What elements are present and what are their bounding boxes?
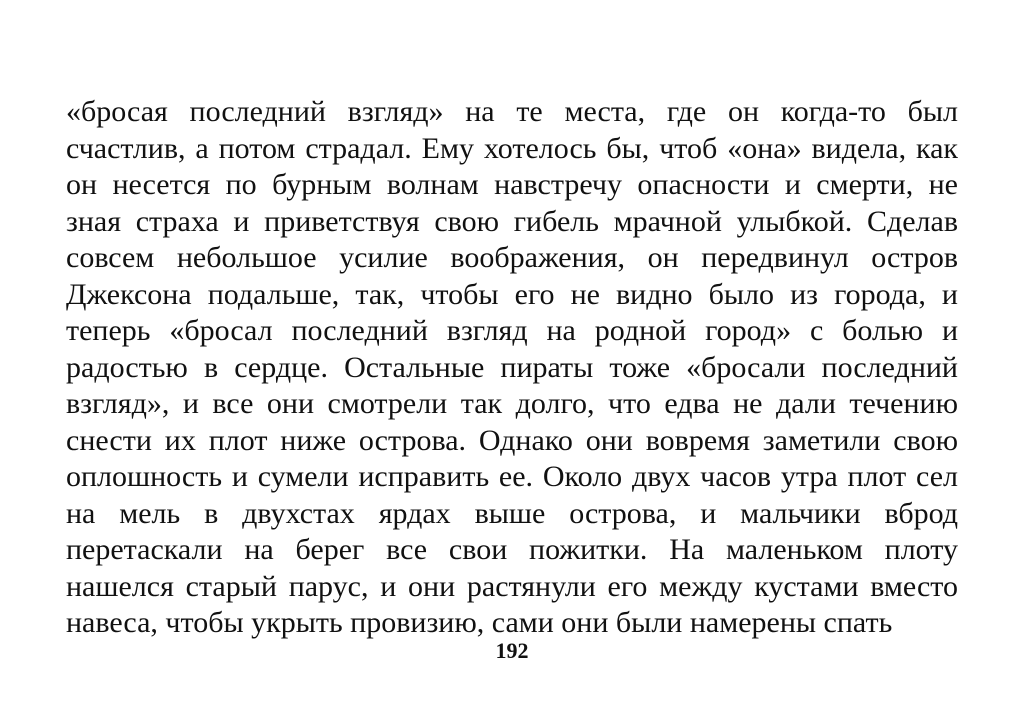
text-line: Джексона подальше, так, чтобы его не видно было из города, и <box>66 277 958 311</box>
text-line: радостью в сердце. Остальные пираты тоже «бросали последний <box>66 350 958 384</box>
text-line: перетаскали на берег все свои пожитки. На маленьком плоту <box>66 533 958 566</box>
text-line: совсем небольшое усилие воображения, он передвинул остров <box>66 241 958 274</box>
text-line: теперь «бросал последний взгляд на родной город» с болью и <box>66 314 958 347</box>
text-line: счастлив, а потом страдал. Ему хотелось бы, чтоб «она» видела, как <box>66 131 958 165</box>
text-line: навеса, чтобы укрыть провизию, сами они были намерены спать <box>66 606 893 639</box>
text-line: «бросая последний взгляд» на те места, где он когда-то был <box>66 95 958 128</box>
text-line: снести их плот ниже острова. Однако они вовремя заметили свою <box>66 423 958 457</box>
text-line: нашелся старый парус, и они растянули его между кустами вместо <box>66 569 958 603</box>
text-line: оплошность и сумели исправить ее. Около двух часов утра плот сел <box>66 460 958 493</box>
body-text <box>66 94 958 642</box>
text-line: на мель в двухстах ярдах выше острова, и мальчики вброд <box>66 496 958 530</box>
text-line: он несется по бурным волнам навстречу опасности и смерти, не <box>66 168 958 201</box>
text-line: взгляд», и все они смотрели так долго, что едва не дали течению <box>66 387 958 420</box>
page-number: 192 <box>495 638 529 663</box>
text-line: зная страха и приветствуя свою гибель мрачной улыбкой. Сделав <box>66 204 958 238</box>
